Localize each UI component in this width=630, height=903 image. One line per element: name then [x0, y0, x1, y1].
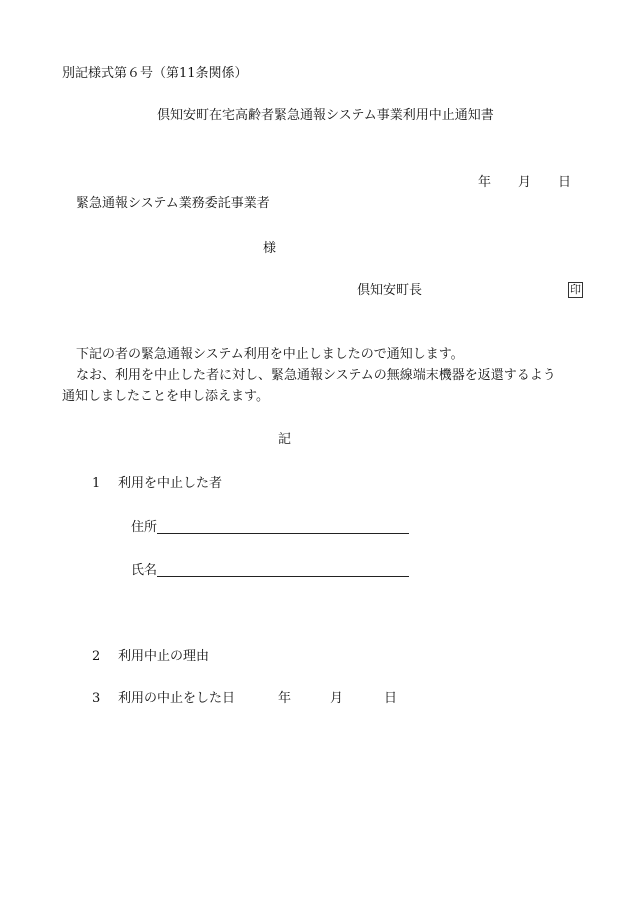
- date-year: 年: [478, 175, 492, 190]
- item-3-label: 利用の中止をした日: [118, 691, 236, 706]
- item-3-month: 月: [330, 691, 344, 706]
- address-underline: [157, 533, 409, 534]
- document-title: 倶知安町在宅高齢者緊急通報システム事業利用中止通知書: [157, 108, 494, 123]
- address-label: 住所: [131, 520, 158, 535]
- seal-stamp: [568, 282, 583, 298]
- recipient: 緊急通報システム業務委託事業者: [76, 196, 270, 211]
- item-2-number: 2: [92, 649, 101, 664]
- honorific: 様: [263, 241, 277, 256]
- item-2-label: 利用中止の理由: [118, 649, 210, 664]
- item-3-year: 年: [278, 691, 292, 706]
- body-line-3: 通知しましたことを申し添えます。: [62, 389, 269, 404]
- seal-text: 印: [570, 283, 581, 296]
- sender: 倶知安町長: [357, 283, 423, 298]
- date-day: 日: [558, 175, 572, 190]
- date-month: 月: [518, 175, 532, 190]
- name-underline: [157, 576, 409, 577]
- form-label: 別記様式第６号（第11条関係）: [62, 66, 248, 81]
- item-1-label: 利用を中止した者: [118, 476, 223, 491]
- body-line-2: なお、利用を中止した者に対し、緊急通報システムの無線端末機器を返還するよう: [76, 368, 556, 383]
- body-line-1: 下記の者の緊急通報システム利用を中止しましたので通知します。: [76, 347, 464, 362]
- ki-heading: 記: [278, 432, 292, 447]
- item-1-number: 1: [92, 476, 101, 491]
- item-3-number: 3: [92, 691, 101, 706]
- item-3-day: 日: [384, 691, 398, 706]
- name-label: 氏名: [131, 563, 158, 578]
